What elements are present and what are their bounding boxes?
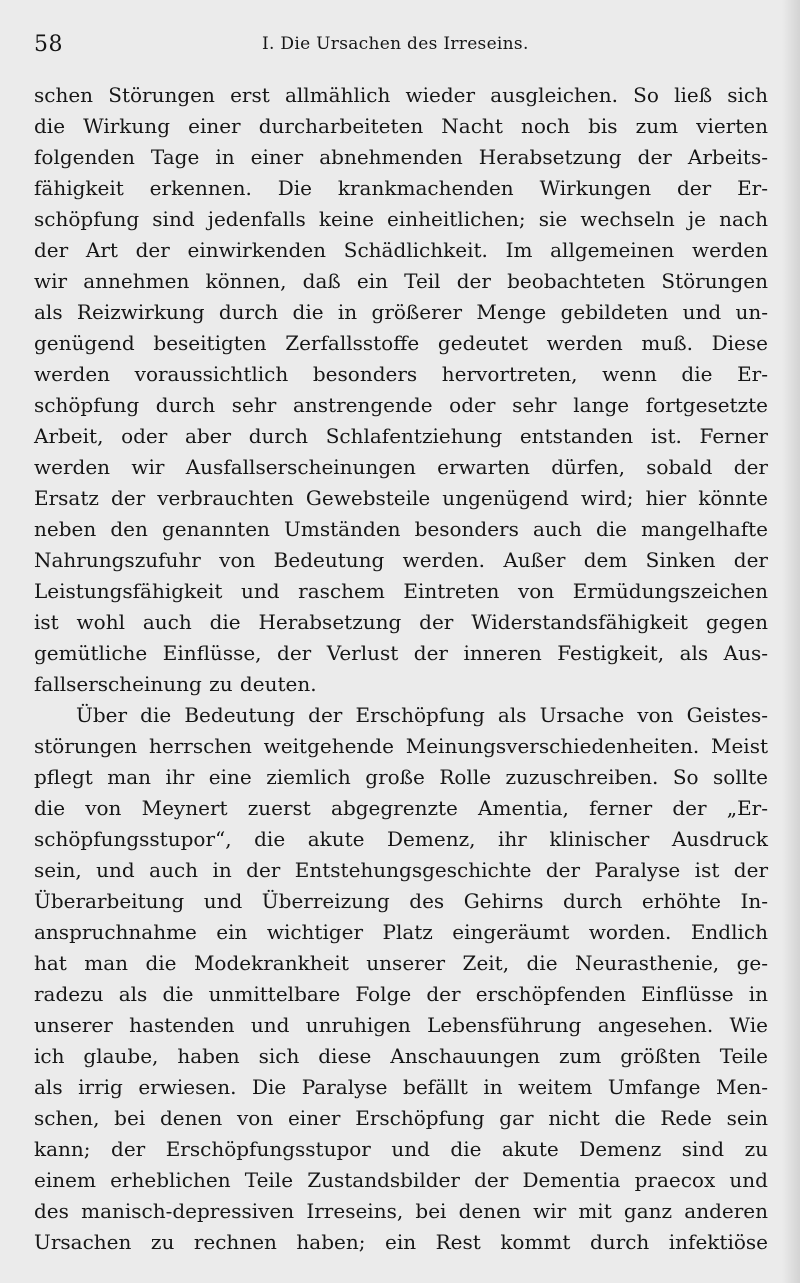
text-line: die von Meynert zuerst abgegrenzte Amentia, ferner der „Er- [34, 796, 768, 820]
text-line: als irrig erwiesen. Die Paralyse befällt in weitem Umfange Men- [34, 1075, 768, 1099]
text-line: des manisch-depressiven Irreseins, bei denen wir mit ganz anderen [34, 1199, 768, 1223]
text-line: hat man die Modekrankheit unserer Zeit, die Neurasthenie, ge- [34, 951, 768, 975]
text-line: schöpfung sind jedenfalls keine einheitlichen; sie wechseln je nach [34, 207, 768, 231]
text-line: der Art der einwirkenden Schädlichkeit. Im allgemeinen werden [34, 238, 768, 262]
text-line: Überarbeitung und Überreizung des Gehirns durch erhöhte In- [34, 889, 768, 913]
text-line: anspruchnahme ein wichtiger Platz eingeräumt worden. Endlich [34, 920, 768, 944]
text-line: werden wir Ausfallserscheinungen erwarten dürfen, sobald der [34, 455, 768, 479]
text-line: gemütliche Einflüsse, der Verlust der inneren Festigkeit, als Aus- [34, 641, 768, 665]
text-line: kann; der Erschöpfungsstupor und die akute Demenz sind zu [34, 1137, 768, 1161]
text-line: Nahrungszufuhr von Bedeutung werden. Außer dem Sinken der [34, 548, 768, 572]
paragraph-end-line: fallserscheinung zu deuten. [34, 672, 317, 696]
text-line: schöpfung durch sehr anstrengende oder sehr lange fortgesetzte [34, 393, 768, 417]
text-line: schöpfungsstupor“, die akute Demenz, ihr klinischer Ausdruck [34, 827, 768, 851]
text-line: pflegt man ihr eine ziemlich große Rolle zuzuschreiben. So sollte [34, 765, 768, 789]
text-line: ich glaube, haben sich diese Anschauungen zum größten Teile [34, 1044, 768, 1068]
text-line: unserer hastenden und unruhigen Lebensführung angesehen. Wie [34, 1013, 768, 1037]
text-line: schen, bei denen von einer Erschöpfung gar nicht die Rede sein [34, 1106, 768, 1130]
text-line: radezu als die unmittelbare Folge der erschöpfenden Einflüsse in [34, 982, 768, 1006]
text-line: werden voraussichtlich besonders hervortreten, wenn die Er- [34, 362, 768, 386]
paragraph-start-line: Über die Bedeutung der Erschöpfung als Ursache von Geistes- [76, 703, 768, 727]
text-line: Arbeit, oder aber durch Schlafentziehung entstanden ist. Ferner [34, 424, 768, 448]
text-line: Leistungsfähigkeit und raschem Eintreten von Ermüdungszeichen [34, 579, 768, 603]
text-line: als Reizwirkung durch die in größerer Menge gebildeten und un- [34, 300, 768, 324]
text-line: ist wohl auch die Herabsetzung der Widerstandsfähigkeit gegen [34, 610, 768, 634]
text-line: einem erheblichen Teile Zustandsbilder der Dementia praecox und [34, 1168, 768, 1192]
running-title: I. Die Ursachen des Irreseins. [262, 34, 529, 54]
text-line: Ursachen zu rechnen haben; ein Rest kommt durch infektiöse [34, 1230, 768, 1254]
page-edge-shadow [782, 0, 800, 1283]
text-line: schen Störungen erst allmählich wieder ausgleichen. So ließ sich [34, 83, 768, 107]
text-line: neben den genannten Umständen besonders auch die mangelhafte [34, 517, 768, 541]
text-line: genügend beseitigten Zerfallsstoffe gedeutet werden muß. Diese [34, 331, 768, 355]
text-line: folgenden Tage in einer abnehmenden Herabsetzung der Arbeits- [34, 145, 768, 169]
text-line: Ersatz der verbrauchten Gewebsteile ungenügend wird; hier könnte [34, 486, 768, 510]
text-line: die Wirkung einer durcharbeiteten Nacht noch bis zum vierten [34, 114, 768, 138]
text-line: wir annehmen können, daß ein Teil der beobachteten Störungen [34, 269, 768, 293]
body-text [34, 80, 768, 1258]
text-line: fähigkeit erkennen. Die krankmachenden Wirkungen der Er- [34, 176, 768, 200]
text-line: sein, und auch in der Entstehungsgeschichte der Paralyse ist der [34, 858, 768, 882]
page-header [34, 28, 774, 64]
text-line: störungen herrschen weitgehende Meinungsverschiedenheiten. Meist [34, 734, 768, 758]
page-number: 58 [34, 32, 63, 57]
